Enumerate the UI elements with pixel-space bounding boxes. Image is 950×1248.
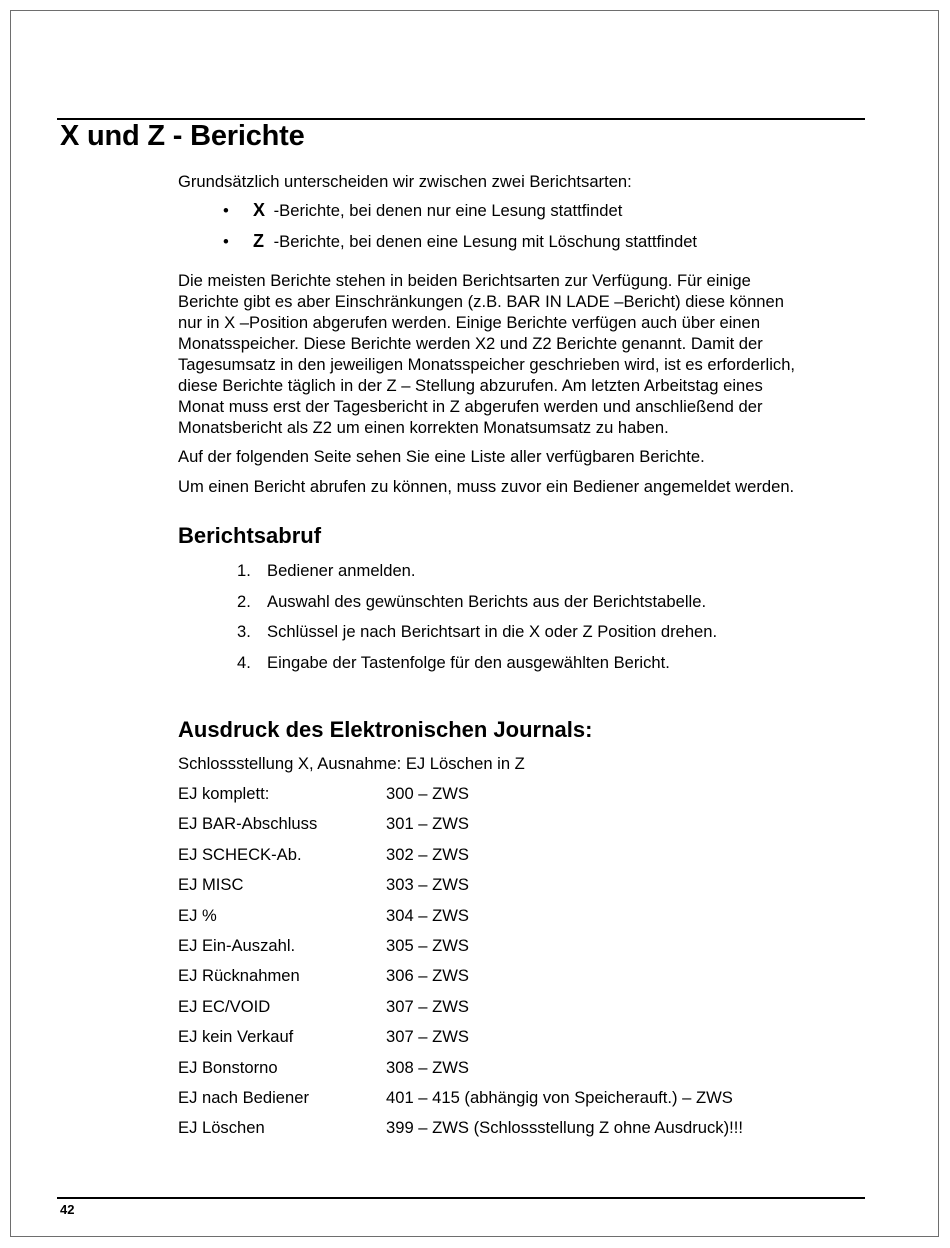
table-row xyxy=(178,1058,743,1088)
step-list xyxy=(178,561,868,683)
paragraph-line: Die meisten Berichte stehen in beiden Berichtsarten zur Verfügung. Für einige xyxy=(178,271,751,290)
key-sequence: 300 – ZWS xyxy=(386,784,470,803)
report-type-list xyxy=(178,200,868,262)
paragraph-line: diese Berichte täglich in der Z – Stellung abzurufen. Am letzten Arbeitstag eines xyxy=(178,376,763,395)
lock-position-note: Schlossstellung X, Ausnahme: EJ Löschen in Z xyxy=(178,754,525,773)
report-name: EJ MISC xyxy=(178,875,244,895)
step-text: Auswahl des gewünschten Berichts aus der Berichtstabelle. xyxy=(267,591,707,611)
report-description: -Berichte, bei denen nur eine Lesung stattfindet xyxy=(273,201,623,220)
table-row xyxy=(178,1088,743,1118)
key-sequence: 306 – ZWS xyxy=(386,966,470,986)
report-name: EJ BAR-Abschluss xyxy=(178,814,318,834)
report-description: -Berichte, bei denen eine Lesung mit Löschung stattfindet xyxy=(273,232,698,251)
report-name: EJ nach Bediener xyxy=(178,1087,309,1107)
table-row xyxy=(178,936,743,966)
table-row xyxy=(178,814,743,844)
paragraph-line: nur in X –Position abgerufen werden. Einige Berichte verfügen auch über einen xyxy=(178,313,761,332)
key-sequence: 305 – ZWS xyxy=(386,935,470,955)
paragraph-line: Monatsspeicher. Diese Berichte werden X2 und Z2 Berichte genannt. Damit der xyxy=(178,334,763,353)
journal-code-table xyxy=(178,784,743,1149)
table-row xyxy=(178,906,743,936)
report-name: EJ Löschen xyxy=(178,1118,265,1138)
step-number: 3. xyxy=(237,622,251,641)
key-sequence: 301 – ZWS xyxy=(386,814,470,834)
step-text: Eingabe der Tastenfolge für den ausgewählten Bericht. xyxy=(267,652,670,672)
step-text: Schlüssel je nach Berichtsart in die X oder Z Position drehen. xyxy=(267,622,718,641)
list-item xyxy=(178,653,868,684)
footer-rule xyxy=(57,1197,865,1199)
bullet-icon: • xyxy=(223,232,229,251)
table-row xyxy=(178,845,743,875)
key-sequence: 307 – ZWS xyxy=(386,1027,470,1047)
report-name: EJ EC/VOID xyxy=(178,996,271,1016)
key-sequence: 303 – ZWS xyxy=(386,875,470,895)
report-list-note: Auf der folgenden Seite sehen Sie eine Liste aller verfügbaren Berichte. xyxy=(178,447,705,466)
section-heading-berichtsabruf: Berichtsabruf xyxy=(178,523,322,548)
report-name: EJ Rücknahmen xyxy=(178,966,300,986)
list-item xyxy=(178,622,868,653)
bullet-icon: • xyxy=(223,201,229,220)
step-number: 1. xyxy=(237,561,251,580)
list-item xyxy=(178,231,868,262)
section-heading-journal: Ausdruck des Elektronischen Journals: xyxy=(178,717,593,742)
report-letter: X xyxy=(253,200,266,220)
key-sequence: 307 – ZWS xyxy=(386,996,470,1016)
key-sequence: 308 – ZWS xyxy=(386,1057,470,1077)
table-row xyxy=(178,997,743,1027)
login-note: Um einen Bericht abrufen zu können, muss zuvor ein Bediener angemeldet werden. xyxy=(178,477,795,496)
list-item xyxy=(178,561,868,592)
paragraph-line: Monat muss erst der Tagesbericht in Z abgerufen werden und anschließend der xyxy=(178,397,763,416)
report-name: EJ SCHECK-Ab. xyxy=(178,844,302,864)
report-name: EJ komplett: xyxy=(178,784,270,803)
intro-text: Grundsätzlich unterscheiden wir zwischen zwei Berichtsarten: xyxy=(178,172,632,191)
table-row xyxy=(178,966,743,996)
table-row xyxy=(178,784,743,814)
step-text: Bediener anmelden. xyxy=(267,561,416,580)
report-letter: Z xyxy=(253,231,264,251)
report-name: EJ Ein-Auszahl. xyxy=(178,935,296,955)
paragraph-line: Tagesumsatz in den jeweiligen Monatsspeicher geschrieben wird, ist es erforderlich, xyxy=(178,355,796,374)
list-item xyxy=(178,200,868,231)
paragraph-line: Monatsbericht als Z2 um einen korrekten Monatsumsatz zu haben. xyxy=(178,418,669,437)
page-number: 42 xyxy=(60,1202,75,1217)
table-row xyxy=(178,1027,743,1057)
list-item xyxy=(178,592,868,623)
table-row xyxy=(178,875,743,905)
key-sequence: 302 – ZWS xyxy=(386,844,470,864)
step-number: 2. xyxy=(237,591,251,611)
page-title: X und Z - Berichte xyxy=(60,120,305,152)
report-name: EJ % xyxy=(178,905,217,925)
report-name: EJ kein Verkauf xyxy=(178,1027,294,1047)
key-sequence: 399 – ZWS (Schlossstellung Z ohne Ausdruck)!!! xyxy=(386,1118,743,1138)
step-number: 4. xyxy=(237,652,251,672)
table-row xyxy=(178,1118,743,1148)
key-sequence: 304 – ZWS xyxy=(386,905,470,925)
paragraph-line: Berichte gibt es aber Einschränkungen (z.B. BAR IN LADE –Bericht) diese können xyxy=(178,292,784,311)
main-content xyxy=(178,171,868,1149)
key-sequence: 401 – 415 (abhängig von Speicherauft.) – ZWS xyxy=(386,1087,733,1107)
report-name: EJ Bonstorno xyxy=(178,1057,278,1077)
explanation-paragraph xyxy=(178,270,868,438)
